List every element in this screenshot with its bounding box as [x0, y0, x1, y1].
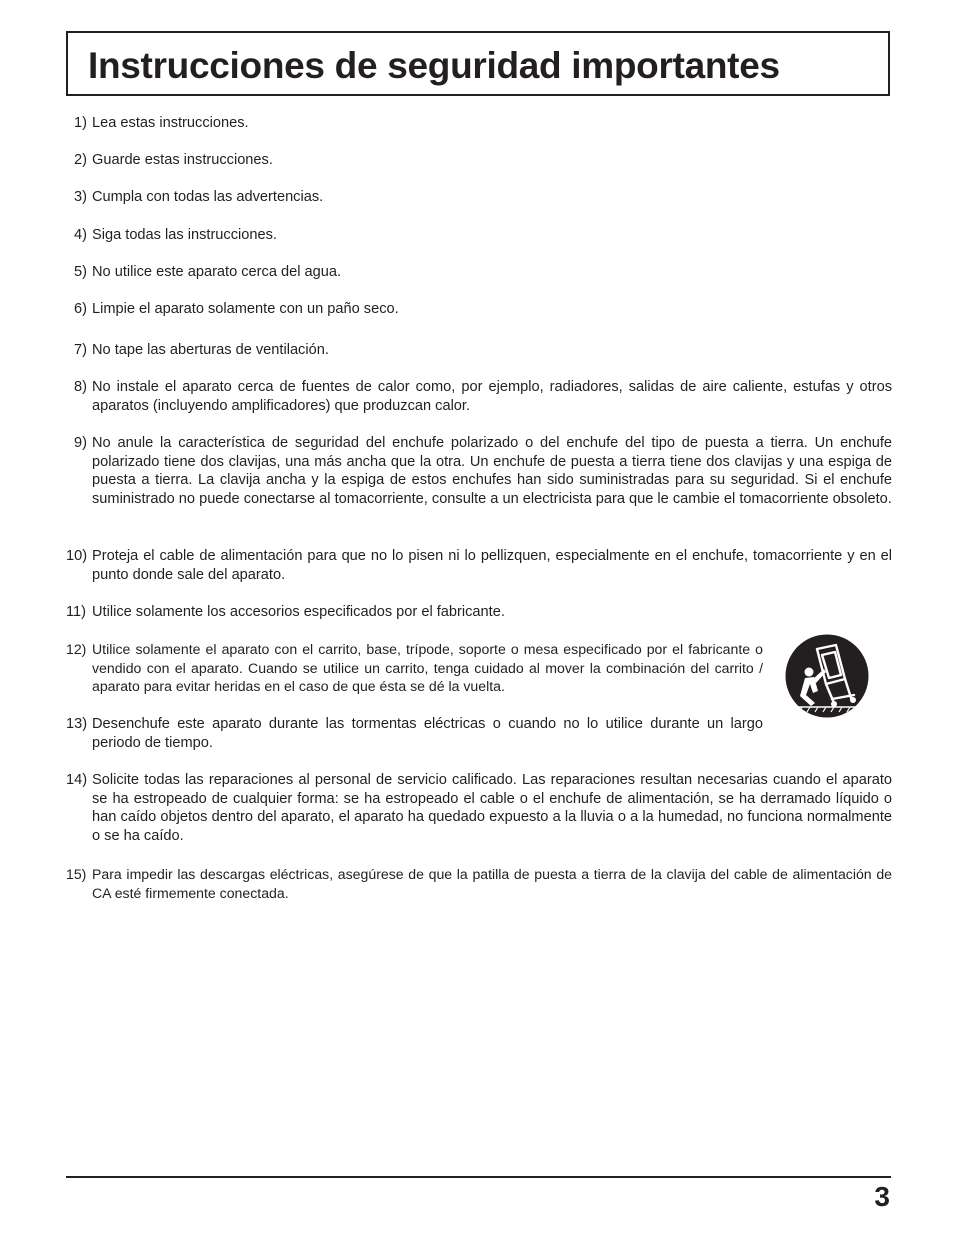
- item-number: 3): [74, 189, 87, 205]
- list-item: [66, 640, 763, 696]
- item-number: 12): [66, 641, 87, 657]
- item-number: 10): [66, 548, 88, 564]
- item-number: 13): [66, 716, 88, 732]
- list-item: [72, 114, 892, 133]
- item-number: 7): [74, 342, 87, 358]
- list-item: [72, 263, 892, 282]
- item-number: 15): [66, 866, 87, 882]
- item-number: 2): [74, 152, 87, 168]
- footer-divider: [66, 1176, 891, 1178]
- item-text: Proteja el cable de alimentación para que no lo pisen ni lo pellizquen, especialmente en el enchufe, tomacorriente y en el punto donde sale del aparato.: [92, 548, 892, 583]
- item-number: 14): [66, 772, 88, 788]
- item-text: Lea estas instrucciones.: [92, 115, 249, 131]
- list-item: [72, 434, 892, 509]
- item-text: No anule la característica de seguridad del enchufe polarizado o del enchufe del tipo de puesta a tierra. Un enchufe polarizado tiene dos clavijas, una más ancha que la otra. Un enchufe de puesta a tierra tiene dos clavijas y una espiga de puesta a tierra. La clavija ancha y la espiga de estos enchufes han sido suministradas para su seguridad. Si el enchufe suministrado no puede conectarse al tomacorriente, consulte a un electricista para que le cambie el tomacorriente obsoleto.: [92, 435, 892, 508]
- list-item: [72, 188, 892, 207]
- item-number: 5): [74, 264, 87, 280]
- item-text: Para impedir las descargas eléctricas, asegúrese de que la patilla de puesta a tierra de la clavija del cable de alimentación de CA esté firmemente conectada.: [92, 866, 892, 901]
- item-text: Siga todas las instrucciones.: [92, 227, 277, 243]
- item-text: Guarde estas instrucciones.: [92, 152, 273, 168]
- list-item: [66, 771, 892, 846]
- list-item: [66, 603, 892, 622]
- item-number: 8): [74, 379, 87, 395]
- list-item: [72, 151, 892, 170]
- item-number: 6): [74, 301, 87, 317]
- item-text: Solicite todas las reparaciones al personal de servicio calificado. Las reparaciones resultan necesarias cuando el aparato se ha estropeado de cualquier forma: se ha estropeado el cable o el enchufe de alimentación, se ha derramado líquido o han caído objetos dentro del aparato, el aparato ha quedado expuesto a la lluvia o a la humedad, no funciona normalmente o se ha caído.: [92, 772, 892, 845]
- list-item: [66, 715, 763, 752]
- list-item: [66, 547, 892, 584]
- item-text: Utilice solamente los accesorios especificados por el fabricante.: [92, 604, 505, 620]
- list-item: [72, 300, 892, 319]
- list-item: [66, 865, 892, 902]
- item-number: 4): [74, 227, 87, 243]
- item-text: No instale el aparato cerca de fuentes de calor como, por ejemplo, radiadores, salidas de aire caliente, estufas y otros aparatos (incluyendo amplificadores) que produzcan calor.: [92, 379, 892, 414]
- page-title: Instrucciones de seguridad importantes: [88, 45, 780, 86]
- item-number: 11): [66, 604, 87, 620]
- page-number: 3: [874, 1181, 890, 1212]
- item-number: 9): [74, 435, 87, 451]
- item-text: Cumpla con todas las advertencias.: [92, 189, 324, 205]
- item-text: Limpie el aparato solamente con un paño seco.: [92, 301, 399, 317]
- item-text: Utilice solamente el aparato con el carrito, base, trípode, soporte o mesa especificado por el fabricante o vendido con el aparato. Cuando se utilice un carrito, tenga cuidado al mover la combinación del carrito / aparato para evitar heridas en el caso de que ésta se dé la vuelta.: [92, 641, 763, 695]
- item-number: 1): [74, 115, 87, 131]
- cart-tip-over-warning-icon: [784, 633, 870, 719]
- list-item: [72, 226, 892, 245]
- title-box: [66, 31, 890, 96]
- item-text: Desenchufe este aparato durante las tormentas eléctricas o cuando no lo utilice durante un largo periodo de tiempo.: [92, 716, 763, 751]
- list-item: [72, 378, 892, 415]
- list-item: [72, 341, 892, 360]
- item-text: No tape las aberturas de ventilación.: [92, 342, 329, 358]
- item-text: No utilice este aparato cerca del agua.: [92, 264, 342, 280]
